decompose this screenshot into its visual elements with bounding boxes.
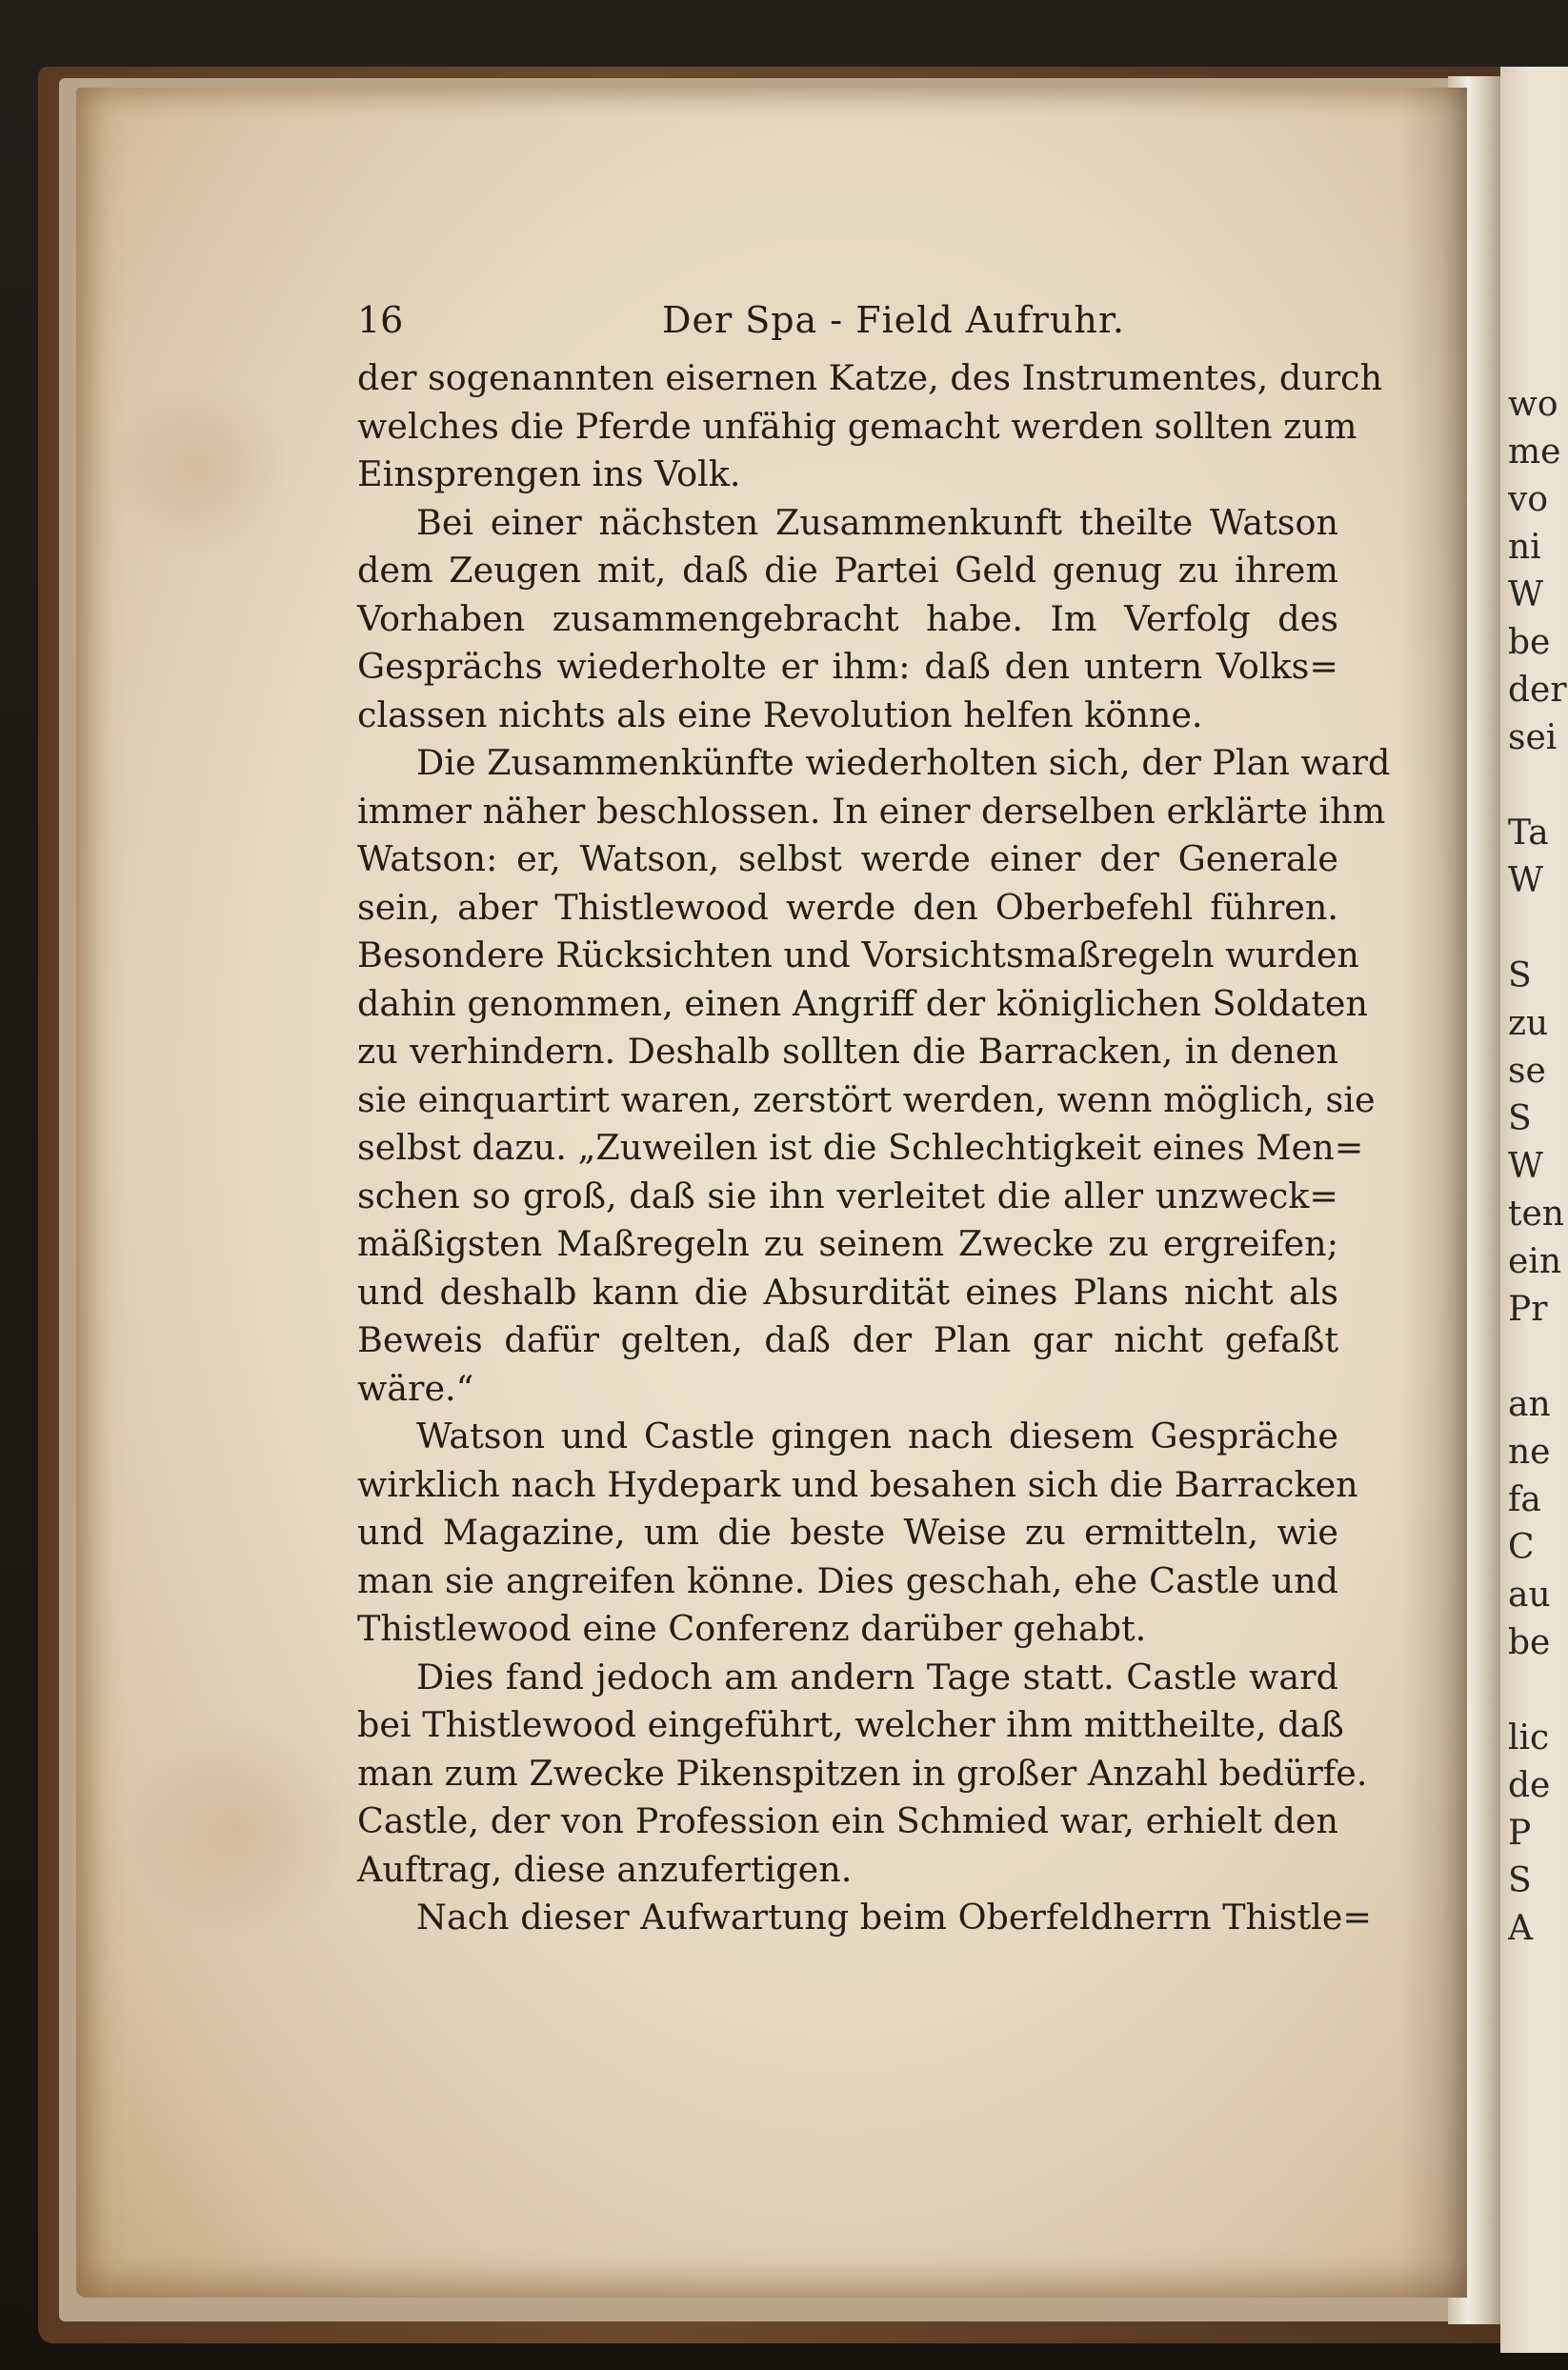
right-page-fragment: der — [1508, 671, 1567, 710]
text-line: Einsprengen ins Volk. — [357, 453, 741, 494]
text-line: Nach dieser Aufwartung beim Oberfeldherrn Thistle= — [416, 1897, 1372, 1938]
text-line: Watson: er, Watson, selbst werde einer der Generale — [357, 838, 1338, 879]
text-line: zu verhindern. Deshalb sollten die Barracken, in denen — [357, 1031, 1338, 1072]
text-line: classen nichts als eine Revolution helfen könne. — [357, 693, 1203, 735]
text-line: man sie angreifen könne. Dies geschah, ehe Castle und — [357, 1559, 1338, 1601]
right-page-fragment: A — [1508, 1909, 1533, 1948]
right-page-fragment: W — [1508, 861, 1544, 900]
body-text — [357, 354, 1391, 1942]
text-line: Die Zusammenkünfte wiederholten sich, der Plan ward — [416, 742, 1391, 783]
text-line: Beweis dafür gelten, daß der Plan gar nicht gefaßt — [357, 1319, 1338, 1360]
text-line: schen so groß, daß sie ihn verleitet die aller unzweck= — [357, 1175, 1338, 1216]
running-title: Der Spa - Field Aufruhr. — [662, 299, 1125, 341]
text-line: und deshalb kann die Absurdität eines Plans nicht als — [357, 1271, 1338, 1313]
running-head — [357, 286, 1338, 354]
text-line: mäßigsten Maßregeln zu seinem Zwecke zu ergreifen; — [357, 1223, 1338, 1264]
text-line: wirklich nach Hydepark und besahen sich die Barracken — [357, 1463, 1358, 1505]
right-page-fragment: ne — [1508, 1433, 1551, 1472]
right-page-fragment: vo — [1508, 480, 1549, 519]
text-line: Castle, der von Profession ein Schmied war, erhielt den — [357, 1800, 1338, 1841]
right-page-fragment: se — [1508, 1052, 1546, 1091]
right-page-fragment: au — [1508, 1576, 1551, 1615]
right-page-fragment: S — [1508, 1861, 1532, 1900]
right-page-fragment: S — [1508, 956, 1532, 995]
right-page-fragment: be — [1508, 623, 1551, 662]
right-page-fragment: W — [1508, 575, 1544, 614]
text-block — [357, 286, 1391, 1942]
text-line: man zum Zwecke Pikenspitzen in großer Anzahl bedürfe. — [357, 1752, 1368, 1794]
text-line: und Magazine, um die beste Weise zu ermitteln, wie — [357, 1512, 1338, 1553]
right-page-fragment — [1508, 1334, 1568, 1381]
right-page-fragment: ni — [1508, 528, 1541, 567]
text-line: selbst dazu. „Zuweilen ist die Schlechtigkeit eines Men= — [357, 1127, 1364, 1168]
right-page-fragment: Ta — [1508, 813, 1549, 853]
right-page-fragment: sei — [1508, 718, 1558, 757]
right-page-fragment: Pr — [1508, 1290, 1548, 1329]
text-line: Auftrag, diese anzufertigen. — [357, 1848, 853, 1890]
right-page-fragment: C — [1508, 1528, 1535, 1567]
right-page-fragment: ten — [1508, 1195, 1564, 1234]
gutter-shadow — [1400, 88, 1467, 2298]
text-line: Watson und Castle gingen nach diesem Gespräche — [416, 1416, 1338, 1456]
right-page-fragment — [1508, 1667, 1568, 1715]
right-page-fragment: me — [1508, 432, 1561, 472]
right-page-fragment: zu — [1508, 1004, 1549, 1043]
right-page-fragment: P — [1508, 1814, 1532, 1853]
right-page-text — [1508, 381, 1568, 1953]
text-line: Thistlewood eine Conferenz darüber gehabt. — [357, 1608, 1147, 1649]
paper-stain — [114, 373, 286, 564]
right-page-fragment: fa — [1508, 1480, 1541, 1519]
right-page-fragment: be — [1508, 1623, 1551, 1662]
text-line: dahin genommen, einen Angriff der königlichen Soldaten — [357, 982, 1368, 1024]
right-page-fragment: lic — [1508, 1718, 1550, 1757]
right-page-fragment: W — [1508, 1147, 1544, 1186]
text-line: der sogenannten eisernen Katze, des Instrumentes, durch — [357, 357, 1383, 398]
text-line: wäre.“ — [357, 1367, 474, 1409]
text-line: Dies fand jedoch am andern Tage statt. Castle ward — [416, 1656, 1338, 1697]
text-line: Gesprächs wiederholte er ihm: daß den untern Volks= — [357, 646, 1338, 687]
text-line: Besondere Rücksichten und Vorsichtsmaßregeln wurden — [357, 934, 1359, 975]
right-page-fragment: S — [1508, 1099, 1532, 1138]
text-line: sie einquartirt waren, zerstört werden, wenn möglich, sie — [357, 1078, 1376, 1120]
right-page-fragment: ein — [1508, 1242, 1562, 1281]
right-page-fragment — [1508, 905, 1568, 953]
text-line: sein, aber Thistlewood werde den Oberbefehl führen. — [357, 886, 1338, 928]
right-page-fragment: de — [1508, 1766, 1551, 1805]
text-line: dem Zeugen mit, daß die Partei Geld genug zu ihrem — [357, 550, 1338, 591]
right-page-fragment: an — [1508, 1385, 1551, 1424]
text-line: Vorhaben zusammengebracht habe. Im Verfolg des — [357, 597, 1338, 639]
right-page-fragment — [1508, 762, 1568, 810]
right-page-fragment: wo — [1508, 385, 1558, 424]
text-line: Bei einer nächsten Zusammenkunft theilte Watson — [416, 501, 1338, 543]
right-page — [1500, 67, 1568, 2353]
text-line: bei Thistlewood eingeführt, welcher ihm mittheilte, daß — [357, 1704, 1344, 1745]
text-line: welches die Pferde unfähig gemacht werden sollten zum — [357, 405, 1357, 447]
paper-stain — [133, 1707, 343, 1955]
page-number: 16 — [357, 299, 404, 341]
text-line: immer näher beschlossen. In einer derselben erklärte ihm — [357, 790, 1386, 832]
